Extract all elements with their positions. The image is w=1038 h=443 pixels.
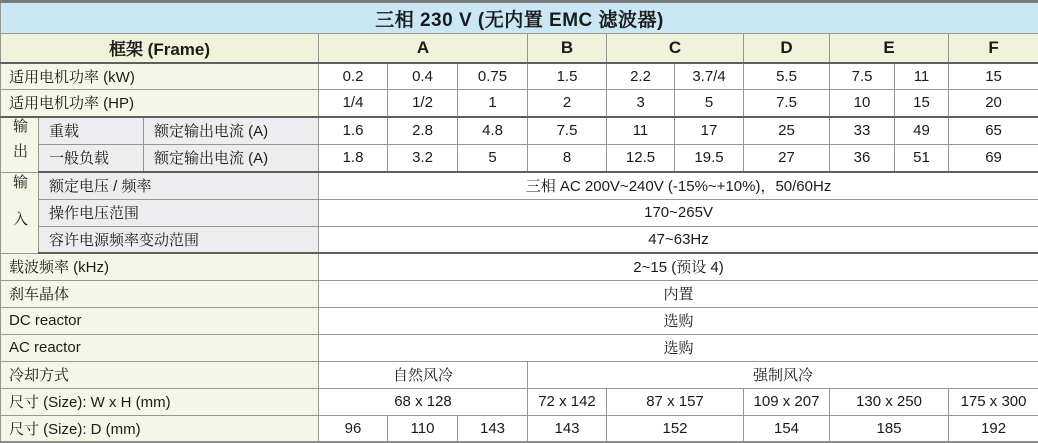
size-d-label: 尺寸 (Size): D (mm) — [1, 415, 319, 442]
motor-kw-value: 2.2 — [607, 63, 675, 90]
size-wh-value: 72 x 142 — [528, 388, 607, 415]
table-row — [1, 63, 1038, 90]
frame-col-f: F — [949, 34, 1038, 63]
output-normal-value: 3.2 — [388, 144, 458, 172]
table-row — [1, 90, 1038, 117]
output-heavy-value: 25 — [744, 117, 830, 145]
output-heavy-value: 49 — [895, 117, 949, 145]
input-voltage-freq-label: 额定电压 / 频率 — [39, 172, 319, 199]
size-wh-label: 尺寸 (Size): W x H (mm) — [1, 388, 319, 415]
output-heavy-value: 7.5 — [528, 117, 607, 145]
output-normal-value: 69 — [949, 144, 1038, 172]
table-row — [1, 2, 1038, 34]
size-d-value: 143 — [458, 415, 528, 442]
motor-hp-value: 1/2 — [388, 90, 458, 117]
table-row — [1, 34, 1038, 63]
output-heavy-value: 33 — [830, 117, 895, 145]
motor-hp-value: 15 — [895, 90, 949, 117]
motor-hp-value: 10 — [830, 90, 895, 117]
size-d-value: 143 — [528, 415, 607, 442]
motor-hp-value: 2 — [528, 90, 607, 117]
input-voltage-range-label: 操作电压范围 — [39, 199, 319, 226]
dc-reactor-label: DC reactor — [1, 307, 319, 334]
output-normal-value: 8 — [528, 144, 607, 172]
size-wh-value: 130 x 250 — [830, 388, 949, 415]
motor-hp-value: 1/4 — [319, 90, 388, 117]
input-freq-variation-label: 容许电源频率变动范围 — [39, 226, 319, 253]
carrier-freq-value: 2~15 (预设 4) — [319, 253, 1038, 280]
table-title: 三相 230 V (无内置 EMC 滤波器) — [1, 2, 1038, 34]
table-row — [1, 334, 1038, 361]
output-normal-value: 12.5 — [607, 144, 675, 172]
size-d-value: 96 — [319, 415, 388, 442]
output-normal-value: 19.5 — [675, 144, 744, 172]
carrier-freq-label: 载波频率 (kHz) — [1, 253, 319, 280]
table-row — [1, 388, 1038, 415]
brake-chopper-label: 刹车晶体 — [1, 280, 319, 307]
input-group-label: 输入 — [1, 172, 39, 253]
output-heavy-value: 65 — [949, 117, 1038, 145]
table-row — [1, 307, 1038, 334]
output-normal-value: 27 — [744, 144, 830, 172]
frame-col-d: D — [744, 34, 830, 63]
input-freq-variation-value: 47~63Hz — [319, 226, 1038, 253]
size-wh-value: 109 x 207 — [744, 388, 830, 415]
table-row — [1, 253, 1038, 280]
output-heavy-param: 额定输出电流 (A) — [144, 117, 319, 145]
size-d-value: 192 — [949, 415, 1038, 442]
motor-kw-value: 15 — [949, 63, 1038, 90]
table-row — [1, 144, 1038, 172]
cooling-forced: 强制风冷 — [528, 361, 1038, 388]
output-normal-value: 51 — [895, 144, 949, 172]
motor-kw-value: 7.5 — [830, 63, 895, 90]
table-row — [1, 361, 1038, 388]
motor-kw-value: 1.5 — [528, 63, 607, 90]
size-d-value: 185 — [830, 415, 949, 442]
output-normal-param: 额定输出电流 (A) — [144, 144, 319, 172]
motor-hp-value: 1 — [458, 90, 528, 117]
output-heavy-value: 4.8 — [458, 117, 528, 145]
output-normal-value: 36 — [830, 144, 895, 172]
table-row — [1, 172, 1038, 199]
motor-kw-value: 3.7/4 — [675, 63, 744, 90]
cooling-natural: 自然风冷 — [319, 361, 528, 388]
motor-kw-value: 5.5 — [744, 63, 830, 90]
table-row — [1, 226, 1038, 253]
table-row — [1, 199, 1038, 226]
motor-kw-value: 0.4 — [388, 63, 458, 90]
table-row — [1, 415, 1038, 442]
size-wh-value: 68 x 128 — [319, 388, 528, 415]
output-normal-label: 一般负载 — [39, 144, 144, 172]
input-voltage-range-value: 170~265V — [319, 199, 1038, 226]
size-d-value: 152 — [607, 415, 744, 442]
motor-hp-value: 3 — [607, 90, 675, 117]
frame-col-c: C — [607, 34, 744, 63]
frame-col-b: B — [528, 34, 607, 63]
cooling-label: 冷却方式 — [1, 361, 319, 388]
output-normal-value: 1.8 — [319, 144, 388, 172]
table-row — [1, 280, 1038, 307]
output-normal-value: 5 — [458, 144, 528, 172]
motor-hp-value: 7.5 — [744, 90, 830, 117]
ac-reactor-label: AC reactor — [1, 334, 319, 361]
motor-kw-value: 0.75 — [458, 63, 528, 90]
motor-hp-label: 适用电机功率 (HP) — [1, 90, 319, 117]
output-heavy-label: 重载 — [39, 117, 144, 145]
input-voltage-freq-value: 三相 AC 200V~240V (-15%~+10%)，50/60Hz — [319, 172, 1038, 199]
brake-chopper-value: 内置 — [319, 280, 1038, 307]
motor-hp-value: 5 — [675, 90, 744, 117]
frame-col-e: E — [830, 34, 949, 63]
ac-reactor-value: 选购 — [319, 334, 1038, 361]
size-d-value: 154 — [744, 415, 830, 442]
output-heavy-value: 1.6 — [319, 117, 388, 145]
motor-hp-value: 20 — [949, 90, 1038, 117]
size-d-value: 110 — [388, 415, 458, 442]
output-heavy-value: 2.8 — [388, 117, 458, 145]
dc-reactor-value: 选购 — [319, 307, 1038, 334]
size-wh-value: 87 x 157 — [607, 388, 744, 415]
table-row — [1, 117, 1038, 145]
output-heavy-value: 17 — [675, 117, 744, 145]
motor-kw-label: 适用电机功率 (kW) — [1, 63, 319, 90]
output-heavy-value: 11 — [607, 117, 675, 145]
frame-col-a: A — [319, 34, 528, 63]
frame-header-label: 框架 (Frame) — [1, 34, 319, 63]
output-group-label: 输出 — [1, 117, 39, 173]
size-wh-value: 175 x 300 — [949, 388, 1038, 415]
motor-kw-value: 0.2 — [319, 63, 388, 90]
motor-kw-value: 11 — [895, 63, 949, 90]
